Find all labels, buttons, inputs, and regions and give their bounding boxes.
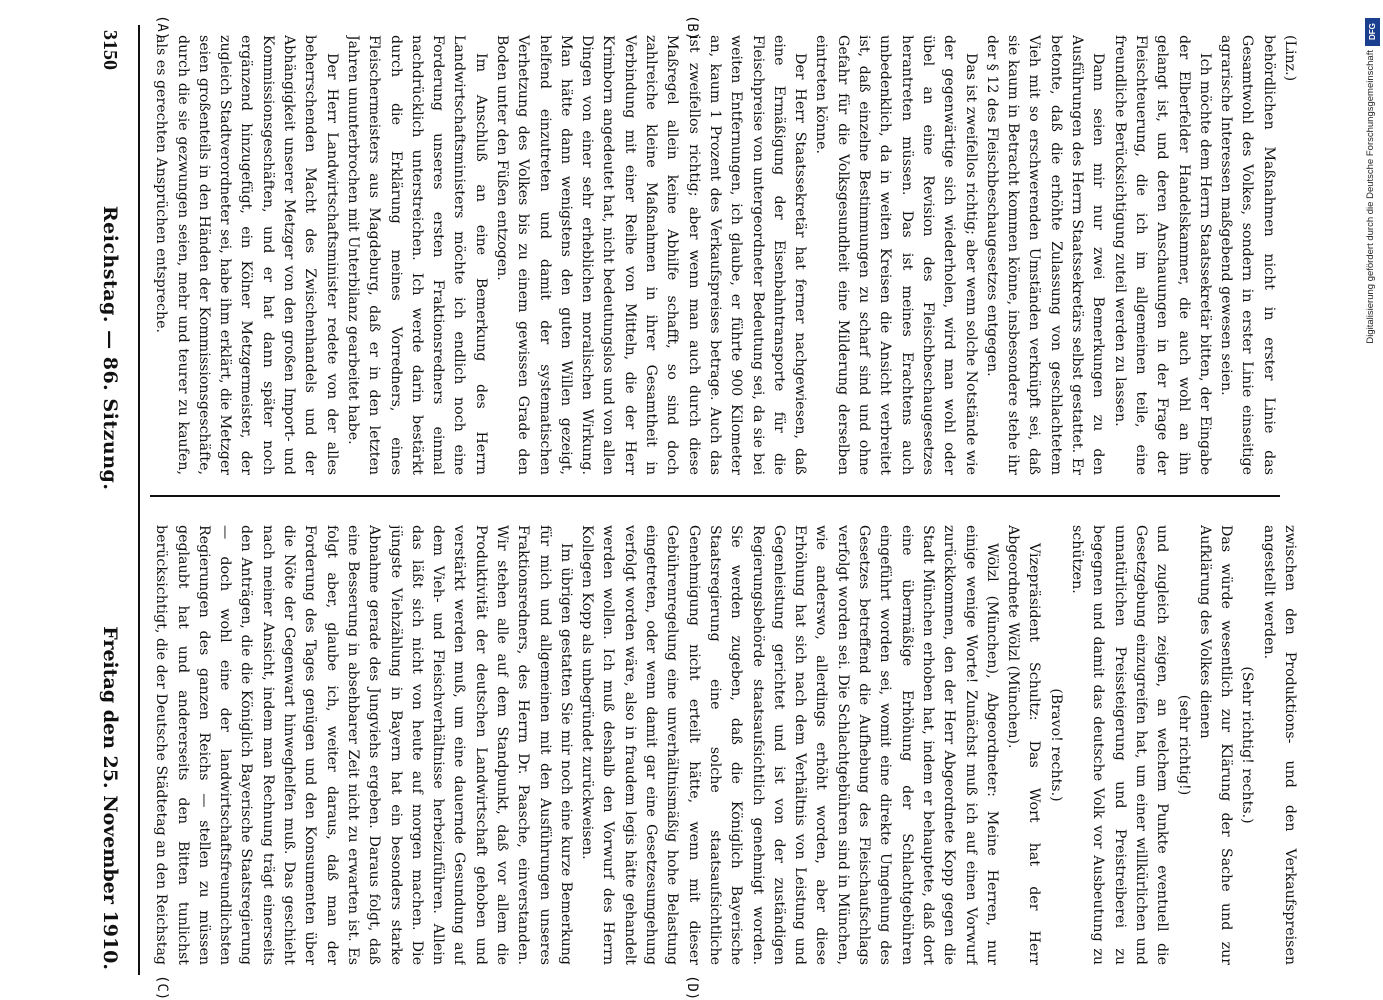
interjection: (Bravo! rechts.) — [1047, 688, 1064, 802]
paragraph: Der Herr Staatssekretär hat ferner nachgewiesen, daß eine Ermäßigung der Eisenbahntransporte für die Fleischpreise von untergeordneter Bedeutung sei, da sie bei weiten Entfernungen, ich glaube, er führte 900 Kilometer an, kaum 1 Prozent des Verkaufspreises betrage. Auch das ist zweifellos richtig; aber wenn man auch durch diese Maßregel allein keine Abhilfe schafft, so sind doch zahlreiche kleine Maßnahmen in ihrer Gesamtheit in Verbindung mit einer Reihe von Mitteln, die der Herr Krimborn angedeutet hat, nicht bedeutungslos und von allen Dingen von einer sehr erheblichen moralischen Wirkung. Man hätte dann wenigstens den guten Willen gezeigt, helfend einzutreten und damit der systematischen Verhetzung des Volkes bis zu einem gewissen Grade den Boden unter den Füßen entzogen. — [494, 35, 809, 475]
page-header — [90, 30, 130, 970]
interjection: (sehr richtig!) — [1175, 694, 1192, 796]
right-column — [150, 525, 1300, 965]
paragraph: zwischen den Produktions- und den Verkaufspreisen angestellt werden. — [1260, 525, 1298, 965]
page-number: 3150 — [99, 30, 122, 70]
session-title: Reichstag. — 86. Sitzung. — [99, 205, 121, 491]
paragraph: (Linz.) — [1282, 35, 1298, 82]
interjection: (Sehr richtig! rechts.) — [1239, 666, 1256, 824]
margin-marker-a: (A) — [154, 15, 170, 41]
credit-text: Digitalisierung gefördert durch die Deutsche Forschungsgemeinschaft — [1365, 50, 1376, 344]
paragraph: Dann seien mir nur zwei Bemerkungen zu den Ausführungen des Herrn Staatssekretärs selbst gestattet. Er betonte, daß die erhöhte Zulassung von geschlachtetem Vieh mit so erschwerenden Umständen verknüpft sei, daß sie kaum in Betracht kommen könne, insbesondere stehe ihr der § 12 des Fleischbeschaugesetzes entgegen. — [983, 35, 1107, 475]
dfg-logo: DFG — [1365, 18, 1380, 46]
column-divider — [150, 495, 1280, 497]
paragraph: und zugleich zeigen, an welchem Punkte eventuell die Gesetzgebung einzugreifen hat, um einer willkürlichen und unnatürlichen Preissteigerung und Preistreiberei zu begegnen und damit das deutsche Volk vor Ausbeutung zu schützen. — [1069, 525, 1171, 965]
session-date: Freitag den 25. November 1910. — [99, 626, 121, 970]
paragraph: Vizepräsident Schultz: Das Wort hat der Herr Abgeordnete Wölzl (München). — [1005, 525, 1043, 965]
paragraph: Der Herr Landwirtschaftsminister redete von der alles beherrschenden Macht des Zwischenhandels und der Abhängigkeit unserer Metzger von den großen Import- und Kommissionsgeschäften, und er hat dann später noch ergänzend hinzugefügt, ein Kölner Metzgermeister, der zugleich Stadtverordneter sei, habe ihm erklärt, die Metzger seien großenteils in den Händen der Kommissionsgeschäfte, durch die sie gezwungen seien, mehr und teurer zu kaufen, als es gerechten Ansprüchen entspreche. — [153, 35, 340, 475]
margin-marker-d: (D) — [684, 975, 700, 1000]
paragraph: Das ist zweifellos richtig; aber wenn solche Notstände wie der gegenwärtige sich wiederholen, wird man wohl oder übel an eine Revision des Fleischbeschaugesetzes herantreten müssen. Das ist meines Erachtens auch unbedenklich, da in weiten Kreisen die Ansicht verbreitet ist, daß einzelne Bestimmungen zu scharf sind und ohne Gefahr für die Volksgesundheit eine Milderung derselben eintreten könne. — [813, 35, 979, 475]
left-column — [150, 35, 1300, 475]
paragraph: Wölzl (München), Abgeordneter: Meine Herren, nur einige wenige Worte! Zunächst muß ich auf einen Vorwurf zurückkommen, den der Herr Abgeordnete Kopp gegen die Stadt München erhoben hat, indem er behauptete, daß dort eine übermäßige Erhöhung der Schlachtgebühren eingeführt worden sei, womit eine direkte Umgehung des Gesetzes betreffend die Aufhebung des Fleischaufschlags verfolgt worden sei. Die Schlachtgebühren sind in München, wie anderswo, allerdings erhöht worden, aber diese Erhöhung hat sich nach dem Verhältnis von Leistung und Gegenleistung gerichtet und ist von der zuständigen Regierungsbehörde staatsaufsichtlich genehmigt worden. Sie werden zugeben, daß die Königlich Bayerische Staatsregierung eine solche staatsaufsichtliche Genehmigung nicht erteilt hätte, wenn mit dieser Gebührenregelung eine unverhältnismäßig hohe Belastung eingetreten, oder wenn damit gar eine Gesetzesumgehung verfolgt worden wäre, also in fraudem legis hätte gehandelt werden wollen. Ich muß deshalb den Vorwurf des Herrn Kollegen Kopp als unbegründet zurückweisen. — [579, 525, 1000, 965]
paragraph: Ich möchte dem Herrn Staatssekretär bitten, der Eingabe der Elberfelder Handelskammer, die auch wohl an ihn gelangt ist, und deren Anschauungen in der Frage der Fleischteuerung, die ich im allgemeinen teile, eine freundliche Berücksichtigung zuteil werden zu lassen. — [1111, 35, 1213, 475]
margin-marker-b: (B) — [684, 15, 700, 41]
paragraph: behördlichen Maßnahmen nicht in erster Linie das Gesamtwohl des Volkes, sondern in erster Linie einseitige agrarische Interessen maßgebend gewesen seien. — [1218, 35, 1277, 475]
paragraph: Im Anschluß an eine Bemerkung des Herrn Landwirtschaftsministers möchte ich endlich noch eine Forderung unseres ersten Fraktionsredners einmal nachdrücklich unterstreichen. Ich werde darin bestärkt durch die Erklärung meines Vorredners, eines Fleischermeisters aus Magdeburg, daß er in den letzten Jahren ununterbrochen mit Unterbilanz gearbeitet habe. — [344, 35, 489, 475]
margin-marker-c: (C) — [154, 975, 170, 1000]
header-rule — [138, 25, 140, 975]
paragraph: Das würde wesentlich zur Klärung der Sache und zur Aufklärung des Volkes dienen — [1196, 525, 1235, 965]
digitization-credit — [1365, 10, 1381, 1000]
paragraph: Im übrigen gestatten Sie mir noch eine kurze Bemerkung für mich und allgemeinen mit den Ausführungen unseres Fraktionsredners, des Herrn Dr. Paasche, einverstanden. Wir stehen alle auf dem Standpunkt, daß vor allem die Produktivität der deutschen Landwirtschaft gehoben und verstärkt werden muß, um eine dauernde Gesundung auf dem Vieh- und Fleischverhältnisse herbeizuführen. Allein das läßt sich nicht von heute auf morgen machen. Die jüngste Viehzählung in Bayern hat ein besonders starke Abnahme gerade des Jungviehs ergeben. Daraus folgt, daß eine Besserung in absehbarer Zeit nicht zu erwarten ist. Es folgt aber, glaube ich, weiter daraus, daß man der Forderung des Tages genügen und den Konsumenten über die Nöte der Gegenwart hinweghelfen muß. Das geschieht nach meiner Ansicht, indem man Rechnung trägt einerseits den Anträgen, die die Königlich Bayerische Staatsregierung — doch wohl eine der landwirtschaftsfreundlichsten Regierungen des ganzen Reichs — stellen zu müssen geglaubt hat und andererseits den Bitten tunlichst berücksichtigt, die der Deutsche Städtetag an den Reichstag — [153, 525, 574, 965]
